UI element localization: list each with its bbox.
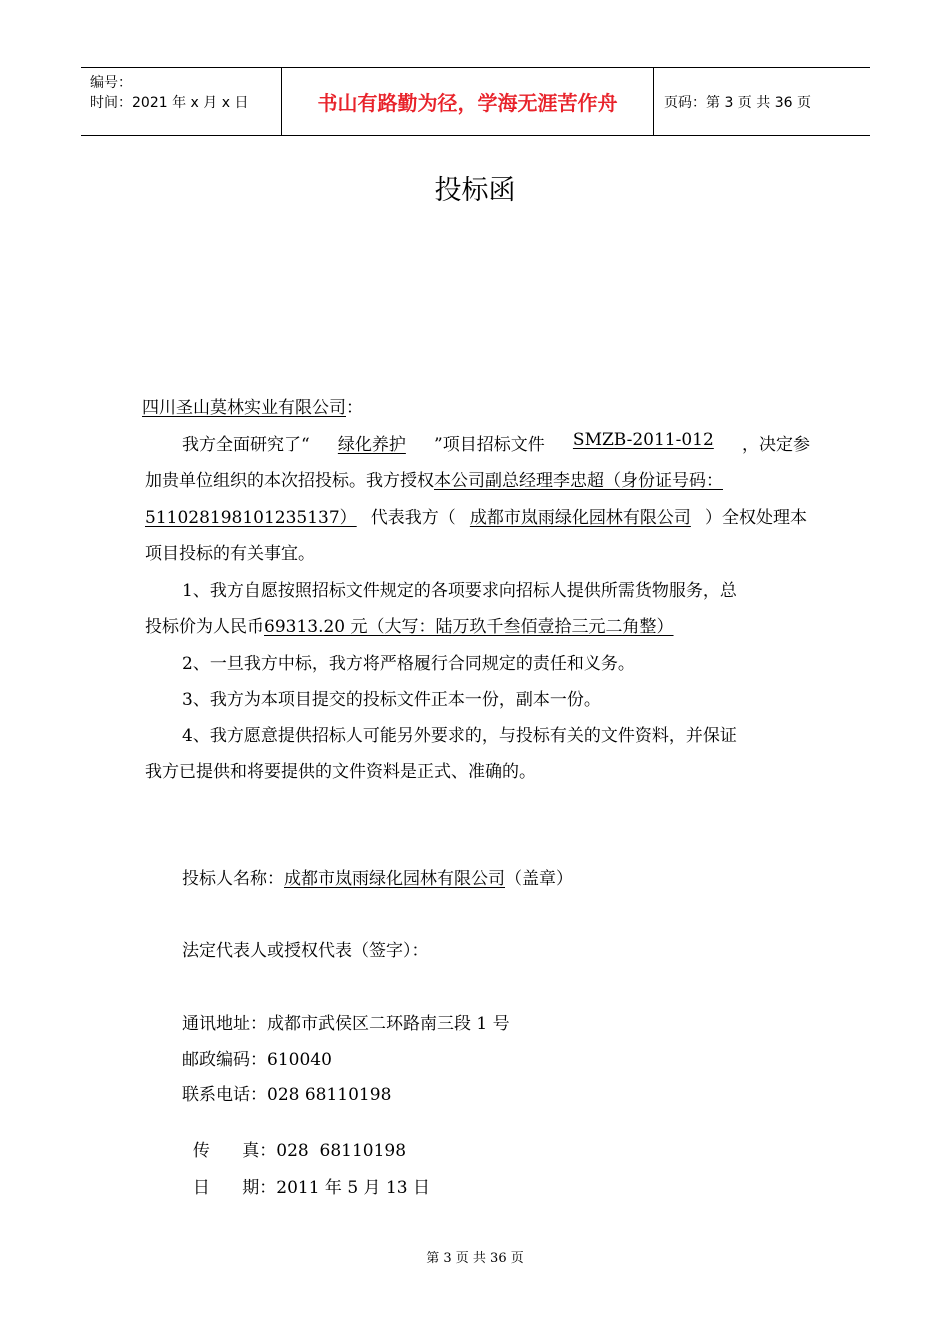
legal-rep-line: 法定代表人或授权代表（签字）： [182,941,429,961]
para1-text-b: ”项目招标文件 [434,435,545,455]
fax-value: 028 68110198 [276,1141,407,1161]
bid-amount: 69313.20 元（大写：陆万玖千叁佰壹拾三元二角整） [264,617,674,637]
header-meta [81,68,281,135]
item4-line2: 我方已提供和将要提供的文件资料是正式、准确的。 [145,762,536,782]
para1-line3 [145,503,807,528]
header-table [81,67,870,136]
bidder-label: 投标人名称： [182,869,284,889]
document-title: 投标函 [434,175,516,206]
item1-line1: 1、我方自愿按照招标文件规定的各项要求向招标人提供所需货物服务，总 [182,581,737,601]
addressee-colon: ： [346,398,363,418]
header-page-info: 页码：第 3 页 共 36 页 [664,94,811,111]
para1-text-a: 我方全面研究了“ [182,435,310,455]
item3: 3、我方为本项目提交的投标文件正本一份，副本一份。 [182,690,601,710]
bidder-line [182,864,573,889]
para1-text-e: 代表我方（ [370,508,456,528]
item1-text: 投标价为人民币 [145,617,264,637]
para1-text-d: 加贵单位组织的本次招投标。我方授权 [145,471,434,491]
seal-note: （盖章） [505,869,573,889]
phone-value: 028 68110198 [267,1085,392,1105]
para1-text-f: ）全权处理本 [704,508,807,528]
project-name: 绿化养护 [337,435,406,455]
authorized-rep: 本公司副总经理李忠超（身份证号码： [434,471,723,491]
tender-code: SMZB-2011-012 [572,430,714,450]
para1-line2 [145,466,723,491]
item2: 2、一旦我方中标，我方将严格履行合同规定的责任和义务。 [182,654,635,674]
time-label: 时间：2021 年 x 月 x 日 [90,95,249,111]
postcode-value: 610040 [267,1050,332,1070]
para1-line1 [182,430,810,455]
item1-line2 [145,612,674,637]
id-number: 511028198101235137） [145,508,357,528]
postcode-label: 邮政编码： [182,1050,267,1070]
addressee: 四川圣山莫林实业有限公司 [142,398,346,418]
contact-date [182,1153,430,1198]
contact-address [182,1009,510,1034]
page-footer: 第 3 页 共 36 页 [426,1251,524,1266]
item4-line1: 4、我方愿意提供招标人可能另外要求的，与投标有关的文件资料，并保证 [182,726,737,746]
para1-line4: 项目投标的有关事宜。 [145,544,315,564]
fax-label: 传 真： [192,1141,277,1161]
para1-text-c: ，决定参 [741,435,810,455]
bidder-company: 成都市岚雨绿化园林有限公司 [469,508,691,528]
number-label: 编号： [90,75,132,91]
address-label: 通讯地址： [182,1014,267,1034]
contact-phone [182,1080,391,1105]
phone-label: 联系电话： [182,1085,267,1105]
addressee-line [142,393,363,418]
address-value: 成都市武侯区二环路南三段 1 号 [267,1014,510,1034]
date-label: 日 期： [192,1178,277,1198]
header-motto: 书山有路勤为径，学海无涯苦作舟 [281,68,654,135]
date-value: 2011 年 5 月 13 日 [276,1178,430,1198]
contact-postcode [182,1045,332,1070]
bidder-name: 成都市岚雨绿化园林有限公司 [284,869,505,889]
